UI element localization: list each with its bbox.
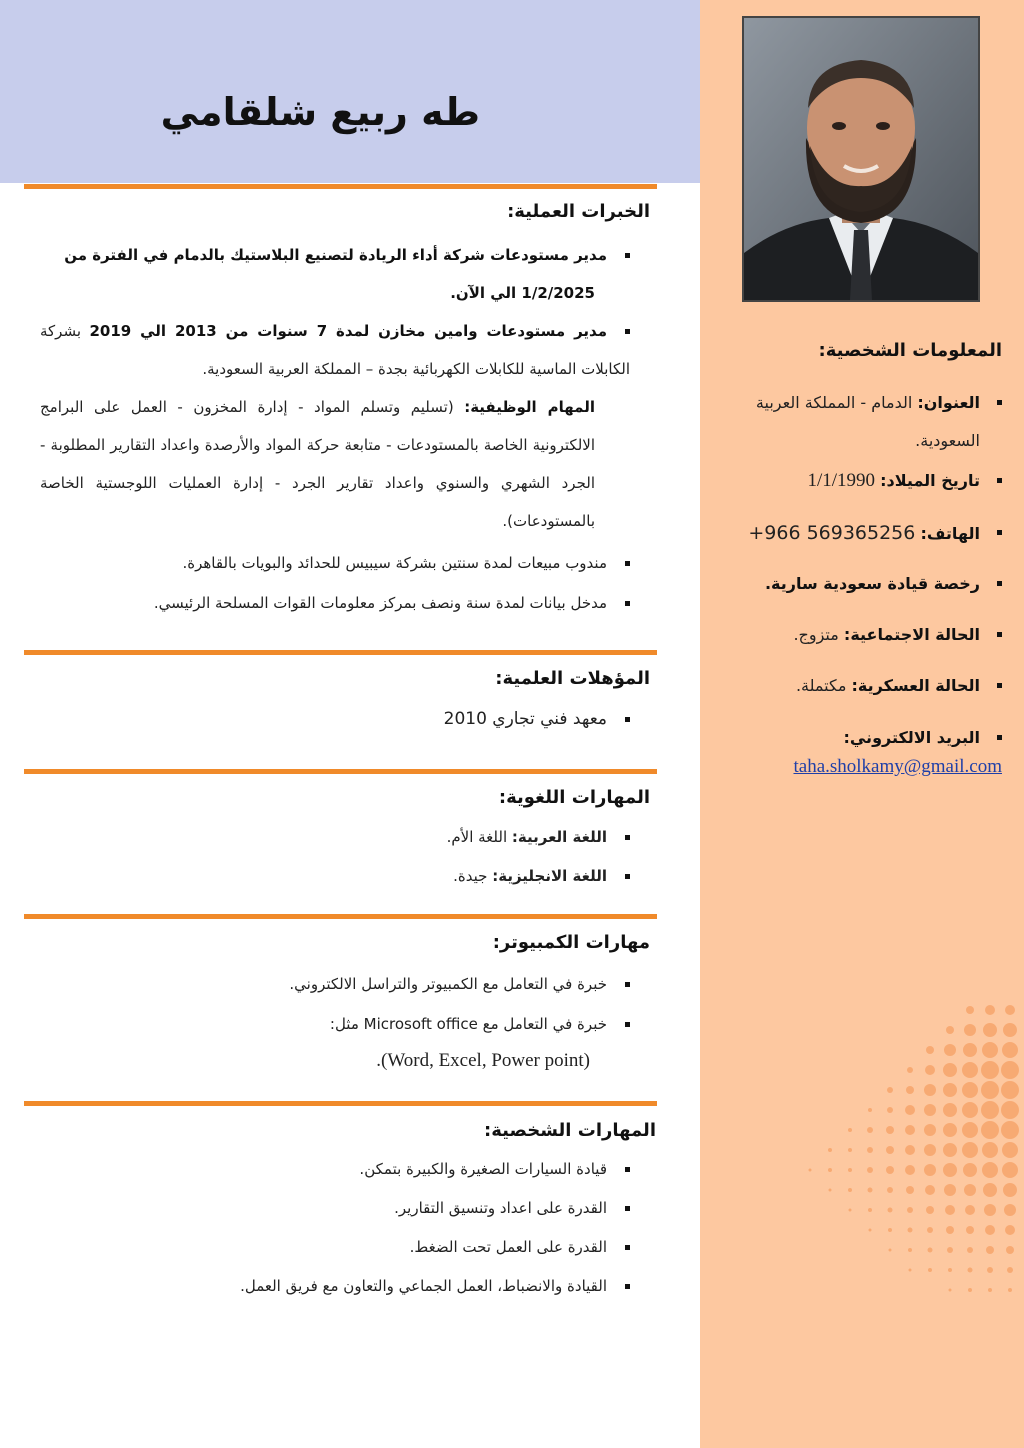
marital-value: متزوج.: [793, 625, 839, 644]
personal-skill-1: قيادة السيارات الصغيرة والكبيرة بتمكن.: [40, 1150, 630, 1188]
section-divider: [24, 769, 657, 774]
phone-value: +966 569365256: [748, 522, 916, 544]
marital-label: الحالة الاجتماعية:: [843, 625, 980, 644]
languages-title: المهارات اللغوية:: [498, 787, 650, 808]
section-divider: [24, 914, 657, 919]
computer-title: مهارات الكمبيوتر:: [492, 932, 650, 953]
bullet-icon: [625, 1206, 630, 1211]
military-label: الحالة العسكرية:: [851, 676, 980, 695]
phone-label: الهاتف:: [920, 524, 980, 543]
email-label: البريد الالكتروني:: [843, 728, 980, 747]
bullet-icon: [997, 478, 1002, 483]
birth-label: تاريخ الميلاد:: [880, 471, 980, 490]
computer-item-3: .(Word, Excel, Power point): [376, 1050, 590, 1071]
job3-item: مندوب مبيعات لمدة سنتين بشركة سيبيس للحدائد والبويات بالقاهرة.: [40, 544, 630, 582]
duties-text: (تسليم وتسلم المواد - إدارة المخزون - العمل على البرامج الالكترونية الخاصة بالمستودعات - متابعة حركة المواد والأرصدة واعداد التقارير المطلوبة - الجرد الشهري والسنوي واعداد تقارير الجرد - إدارة العمليات اللوجستية الخاصة بالمستودعات).: [40, 398, 595, 530]
bullet-icon: [625, 717, 630, 722]
job2-item: مدير مستودعات وامين مخازن لمدة 7 سنوات من 2013 الي 2019 بشركة الكابلات الماسية للكابلات الكهربائية بجدة – المملكة العربية السعودية.: [40, 322, 630, 378]
candidate-name: طه ربيع شلقامي: [160, 90, 480, 134]
license-text: رخصة قيادة سعودية سارية.: [764, 574, 980, 593]
bullet-icon: [625, 835, 630, 840]
bullet-icon: [997, 632, 1002, 637]
job1-line2: 1/2/2025 الي الآن.: [450, 284, 595, 302]
duties-paragraph: [40, 388, 595, 540]
bullet-icon: [997, 735, 1002, 740]
personal-skill-4: القيادة والانضباط، العمل الجماعي والتعاون مع فريق العمل.: [40, 1267, 630, 1305]
license-item: [724, 565, 980, 603]
computer-item-2: خبرة في التعامل مع Microsoft office مثل:: [40, 1005, 630, 1043]
military-item: [724, 667, 980, 705]
job4-item: مدخل بيانات لمدة سنة ونصف بمركز معلومات القوات المسلحة الرئيسي.: [40, 584, 630, 622]
bullet-icon: [625, 1245, 630, 1250]
bullet-icon: [997, 683, 1002, 688]
bullet-icon: [997, 400, 1002, 405]
personal-info-title: المعلومات الشخصية:: [818, 340, 1002, 361]
profile-photo: [742, 16, 980, 302]
section-divider: [24, 650, 657, 655]
education-item: معهد فني تجاري 2010: [40, 700, 630, 738]
arabic-language-item: اللغة العربية: اللغة الأم.: [40, 818, 630, 856]
duties-label: المهام الوظيفية:: [464, 398, 595, 416]
computer-item-1: خبرة في التعامل مع الكمبيوتر والتراسل الالكتروني.: [40, 965, 630, 1003]
address-item: [724, 384, 980, 460]
personal-skill-3: القدرة على العمل تحت الضغط.: [40, 1228, 630, 1266]
person-photo-icon: [744, 18, 978, 300]
bullet-icon: [625, 1022, 630, 1027]
bullet-icon: [997, 530, 1002, 535]
address-label: العنوان:: [917, 393, 980, 412]
bullet-icon: [625, 253, 630, 258]
email-item: [724, 719, 980, 757]
personal-skill-2: القدرة على اعداد وتنسيق التقارير.: [40, 1189, 630, 1227]
job1-line1: مدير مستودعات شركة أداء الريادة لتصنيع البلاستيك بالدمام في الفترة من: [40, 236, 630, 274]
phone-item: [710, 514, 980, 553]
bullet-icon: [625, 561, 630, 566]
section-divider: [24, 184, 657, 189]
education-title: المؤهلات العلمية:: [495, 668, 650, 689]
marital-item: [724, 616, 980, 654]
bullet-icon: [625, 601, 630, 606]
bullet-icon: [625, 329, 630, 334]
bullet-icon: [625, 982, 630, 987]
experience-title: الخبرات العملية:: [507, 201, 650, 222]
bullet-icon: [997, 581, 1002, 586]
bullet-icon: [625, 1167, 630, 1172]
personal-skills-title: المهارات الشخصية:: [484, 1120, 656, 1141]
bullet-icon: [625, 874, 630, 879]
sidebar: [700, 0, 1024, 1448]
address-value: الدمام - المملكة العربية السعودية.: [755, 393, 980, 450]
bullet-icon: [625, 1284, 630, 1289]
english-language-item: اللغة الانجليزية: جيدة.: [40, 857, 630, 895]
email-link[interactable]: taha.sholkamy@gmail.com: [793, 756, 1002, 777]
military-value: مكتملة.: [795, 676, 847, 695]
birth-value: 1/1/1990: [807, 470, 876, 491]
birth-item: [724, 462, 980, 500]
section-divider: [24, 1101, 657, 1106]
